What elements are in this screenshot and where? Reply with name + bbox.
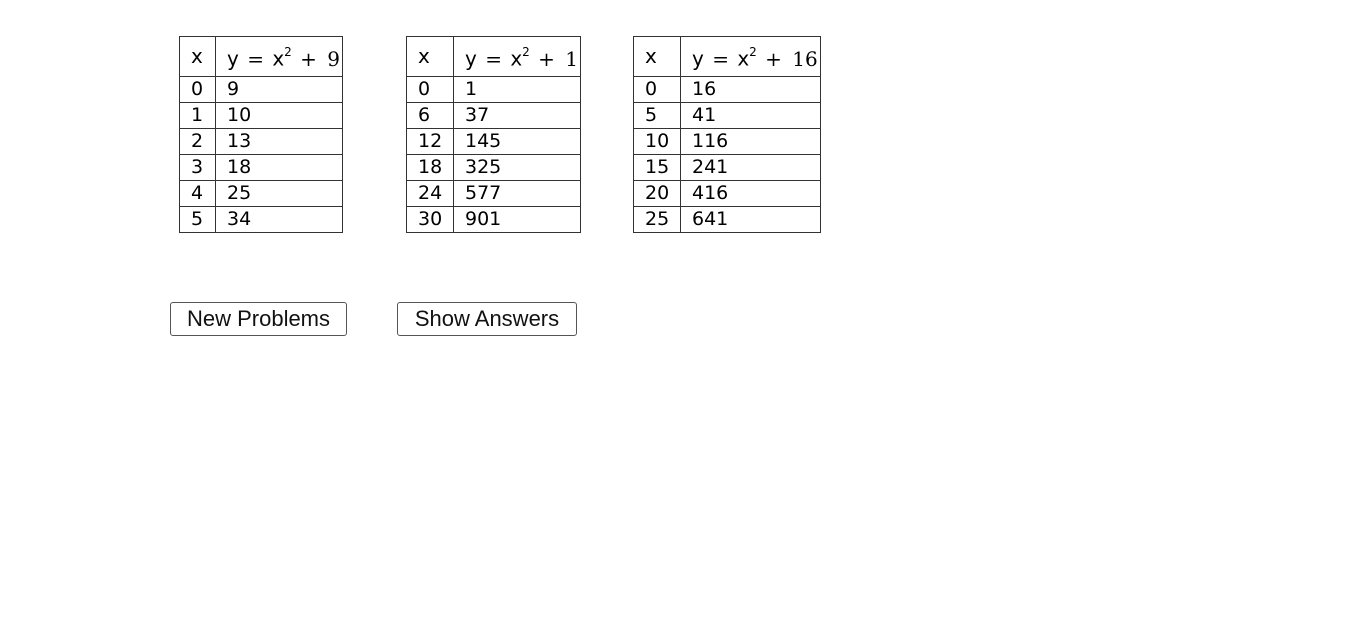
y-value: 25	[216, 180, 343, 206]
equals-sign: =	[247, 46, 264, 71]
y-value: 18	[216, 154, 343, 180]
x-column-header: x	[407, 37, 454, 77]
y-value: 41	[681, 102, 821, 128]
plus-sign: +	[300, 46, 317, 71]
table-header-row	[407, 37, 581, 77]
function-table-3	[633, 36, 821, 233]
y-value: 37	[454, 102, 581, 128]
x-value: 5	[180, 206, 216, 232]
table-header-row	[634, 37, 821, 77]
table-row	[407, 76, 581, 102]
table-row	[180, 206, 343, 232]
equals-sign: =	[712, 46, 729, 71]
y-value: 9	[216, 76, 343, 102]
x-value: 2	[180, 128, 216, 154]
show-answers-button[interactable]: Show Answers	[397, 302, 577, 336]
table-row	[634, 180, 821, 206]
y-value: 416	[681, 180, 821, 206]
y-value: 325	[454, 154, 581, 180]
y-column-header	[216, 37, 343, 77]
table-row	[407, 154, 581, 180]
table-row	[407, 180, 581, 206]
y-value: 10	[216, 102, 343, 128]
y-value: 34	[216, 206, 343, 232]
table-row	[180, 128, 343, 154]
y-value: 241	[681, 154, 821, 180]
x-value: 18	[407, 154, 454, 180]
x-value: 3	[180, 154, 216, 180]
table-row	[180, 76, 343, 102]
x-value: 6	[407, 102, 454, 128]
equation-base: x	[272, 46, 285, 71]
equation-constant: 1	[565, 46, 579, 71]
equation-base: x	[737, 46, 750, 71]
y-value: 145	[454, 128, 581, 154]
x-column-header: x	[634, 37, 681, 77]
table-row	[180, 154, 343, 180]
x-value: 12	[407, 128, 454, 154]
x-value: 1	[180, 102, 216, 128]
equation-exponent: 2	[522, 45, 530, 59]
y-column-header	[454, 37, 581, 77]
x-value: 24	[407, 180, 454, 206]
x-value: 20	[634, 180, 681, 206]
equation-exponent: 2	[749, 45, 757, 59]
table-row	[180, 102, 343, 128]
y-value: 1	[454, 76, 581, 102]
x-value: 15	[634, 154, 681, 180]
equation-exponent: 2	[284, 45, 292, 59]
x-value: 0	[407, 76, 454, 102]
x-value: 5	[634, 102, 681, 128]
equation-lhs: y	[227, 46, 239, 71]
y-value: 116	[681, 128, 821, 154]
y-value: 13	[216, 128, 343, 154]
x-value: 0	[180, 76, 216, 102]
x-value: 10	[634, 128, 681, 154]
equation-base: x	[510, 46, 523, 71]
new-problems-button[interactable]: New Problems	[170, 302, 347, 336]
function-table-1	[179, 36, 343, 233]
x-value: 30	[407, 206, 454, 232]
equation-constant: 16	[792, 46, 818, 71]
table-row	[407, 206, 581, 232]
y-column-header	[681, 37, 821, 77]
function-table-2	[406, 36, 581, 233]
table-header-row	[180, 37, 343, 77]
y-value: 16	[681, 76, 821, 102]
x-value: 25	[634, 206, 681, 232]
plus-sign: +	[765, 46, 782, 71]
equation-constant: 9	[327, 46, 341, 71]
plus-sign: +	[538, 46, 555, 71]
table-row	[634, 76, 821, 102]
y-value: 641	[681, 206, 821, 232]
equation-lhs: y	[465, 46, 477, 71]
table-row	[634, 128, 821, 154]
x-column-header: x	[180, 37, 216, 77]
y-value: 577	[454, 180, 581, 206]
table-row	[634, 206, 821, 232]
table-row	[407, 102, 581, 128]
y-value: 901	[454, 206, 581, 232]
x-value: 4	[180, 180, 216, 206]
equals-sign: =	[485, 46, 502, 71]
equation-lhs: y	[692, 46, 704, 71]
table-row	[634, 102, 821, 128]
x-value: 0	[634, 76, 681, 102]
table-row	[180, 180, 343, 206]
table-row	[634, 154, 821, 180]
table-row	[407, 128, 581, 154]
